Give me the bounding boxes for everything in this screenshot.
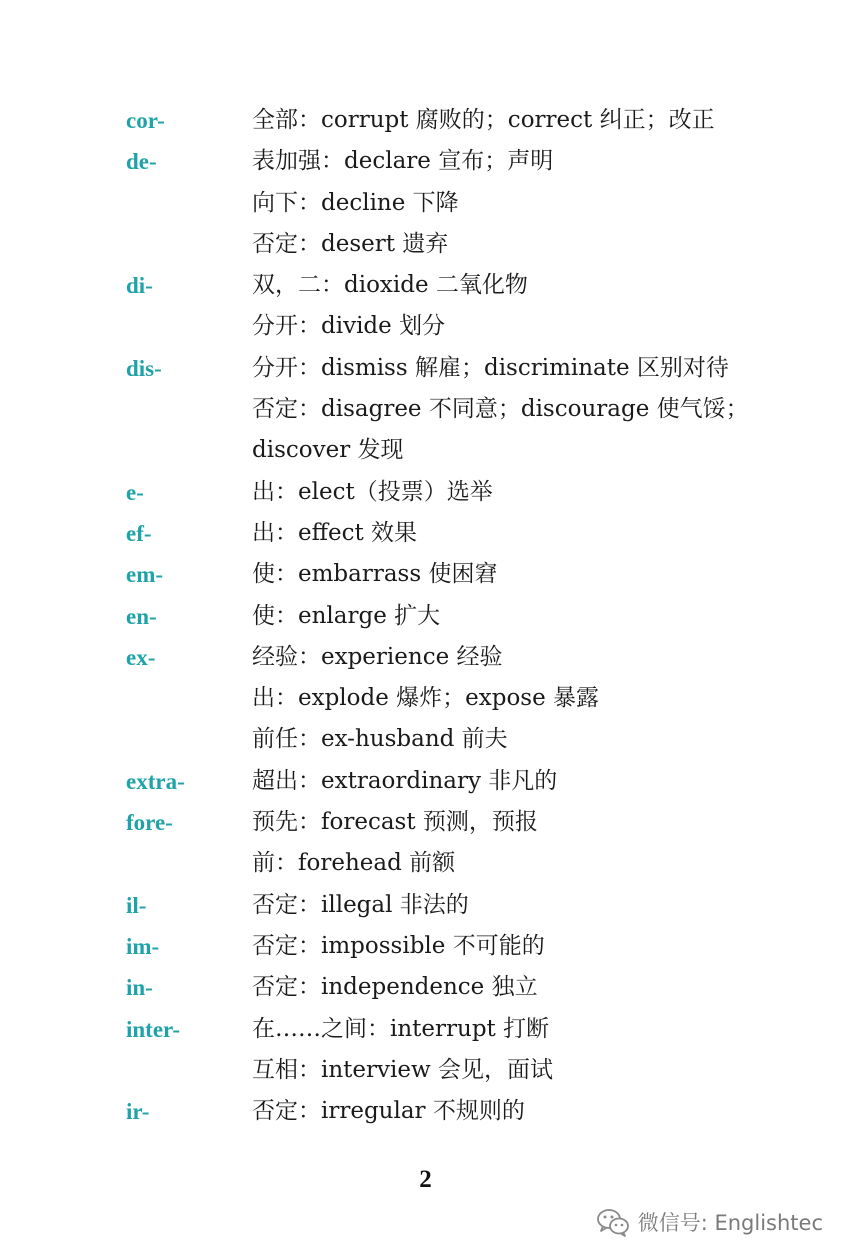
prefix-label: en- [126, 603, 157, 629]
definition-text: 全部：corrupt 腐败的；correct 纠正；改正 [252, 107, 715, 133]
definition-text: 表加强：declare 宣布；声明 [252, 148, 554, 175]
entry-row [126, 348, 766, 389]
definition-text: 否定：disagree 不同意；discourage 使气馁； [252, 396, 749, 423]
entry-row [126, 1050, 766, 1091]
watermark [596, 1205, 823, 1239]
entry-row [126, 306, 766, 347]
definition-text: 使：enlarge 扩大 [252, 602, 441, 629]
prefix-label: e- [126, 479, 144, 505]
entry-row [126, 430, 766, 471]
entry-row [126, 637, 766, 678]
definition-text: 否定：independence 独立 [252, 974, 538, 1001]
prefix-label: ex- [126, 644, 156, 670]
prefix-label: ir- [126, 1099, 150, 1125]
definition-text: 出：explode 爆炸；expose 暴露 [252, 685, 600, 712]
entry-row [126, 802, 766, 843]
definition-text: 出：effect 效果 [252, 519, 417, 546]
definition-text: 分开：dismiss 解雇；discriminate 区别对待 [252, 354, 729, 381]
definition-text: 使：embarrass 使困窘 [252, 561, 498, 588]
prefix-label: extra- [126, 768, 185, 794]
prefix-label: dis- [126, 355, 162, 381]
entry-row [126, 141, 766, 182]
definition-text: 出：elect（投票）选举 [252, 478, 493, 505]
definition-text: 在……之间：interrupt 打断 [252, 1015, 550, 1042]
prefix-label: ef- [126, 520, 152, 546]
entry-row [126, 926, 766, 967]
entry-row [126, 265, 766, 306]
definition-text: 双，二：dioxide 二氧化物 [252, 272, 528, 299]
entry-row [126, 885, 766, 926]
entry-row [126, 472, 766, 513]
entry-row [126, 843, 766, 884]
entry-row [126, 554, 766, 595]
definition-text: 前：forehead 前额 [252, 850, 456, 877]
prefix-label: fore- [126, 810, 173, 836]
entry-row [126, 678, 766, 719]
prefix-label: in- [126, 975, 153, 1001]
entry-row [126, 967, 766, 1008]
watermark-text: 微信号: Englishtec [637, 1211, 823, 1235]
entry-row [126, 224, 766, 265]
definition-text: 超出：extraordinary 非凡的 [252, 767, 558, 794]
definition-text: discover 发现 [252, 437, 404, 464]
definition-text: 预先：forecast 预测，预报 [252, 809, 538, 836]
definition-text: 否定：irregular 不规则的 [252, 1098, 525, 1125]
page-number: 2 [419, 1166, 432, 1193]
entry-row [126, 1091, 766, 1132]
definition-text: 互相：interview 会见，面试 [252, 1056, 553, 1083]
entry-row [126, 761, 766, 802]
prefix-list [126, 100, 766, 1132]
prefix-label: il- [126, 892, 147, 918]
entry-row [126, 513, 766, 554]
prefix-label: em- [126, 562, 164, 588]
definition-text: 否定：desert 遗弃 [252, 230, 449, 257]
definition-text: 前任：ex-husband 前夫 [252, 726, 508, 753]
entry-row [126, 389, 766, 430]
definition-text: 分开：divide 划分 [252, 313, 446, 340]
prefix-label: di- [126, 273, 153, 299]
prefix-label: cor- [126, 108, 165, 133]
definition-text: 否定：illegal 非法的 [252, 891, 469, 918]
entry-row [126, 1009, 766, 1050]
wechat-icon [596, 1207, 630, 1237]
entry-row [126, 596, 766, 637]
definition-text: 否定：impossible 不可能的 [252, 932, 545, 959]
prefix-label: im- [126, 933, 160, 959]
entry-row [126, 100, 766, 141]
entry-row [126, 183, 766, 224]
definition-text: 向下：decline 下降 [252, 189, 459, 216]
prefix-label: de- [126, 149, 157, 175]
entry-row [126, 719, 766, 760]
definition-text: 经验：experience 经验 [252, 643, 503, 670]
prefix-label: inter- [126, 1016, 181, 1042]
